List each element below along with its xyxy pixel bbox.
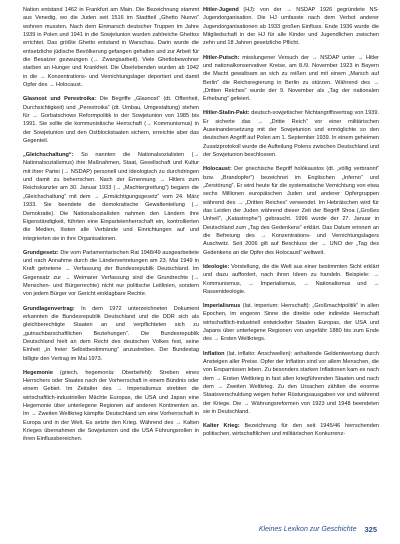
entry-text: (griech. hegemonía: Oberbefehl): Streben eines Herrschers oder Staates nach der Vorherrschaft in einem Bündnis oder einem Gebiet. Im Zeitalter des → Imperialismus strebten die wirtschaftlich-industriellen Mächte Europas, die USA und Japan eine Hegemonie über unterlegene Regionen auf anderen Kontinenten an. Im → Zweiten Weltkrieg kämpfte Deutschland um eine Vorherrschaft in Europa und in der Welt. Es setzte den Krieg. Während des → Kalten Krieges übernahmen die Sowjetunion und die USA Führungsrollen in ihren Einflussbereichen. xyxy=(23,369,200,443)
entry-hegemonie xyxy=(23,369,199,444)
footer-book-title: Kleines Lexikon zur Geschichte xyxy=(258,525,357,533)
entry-term: Hitler-Putsch: xyxy=(203,54,240,61)
entry-term: Ideologie: xyxy=(203,263,230,270)
entry-term: Kalter Krieg: xyxy=(203,423,240,430)
entry-hitler-stalin-pakt xyxy=(203,109,379,159)
entry-inflation xyxy=(203,350,379,417)
entry-text: misslungener Versuch der → NSDAP unter → Hitler und nationalkonservativer Kreise, am 8./9. November 1923 in Bayern die Macht gewaltsam an sich zu reißen und mit einem „Marsch auf Berlin“ die Reichsregierung in Berlin zu stürzen. Während des → „Dritten Reiches“ wurde der 9. November als „Tag der nationalen Erhebung“ gefeiert. xyxy=(203,54,380,103)
entry-text: (HJ): von der → NSDAP 1926 gegründete NS-Jugendorganisation. Die HJ umfasste nach dem Verbot anderer Jugendorganisationen ab 1933 großen Einfluss. Ende 1936 wurde die Mitgliedschaft in der HJ für alle Kinder und Jugendlichen zwischen zehn und 18 Jahren gesetzliche Pflicht. xyxy=(203,7,380,47)
entry-imperialismus xyxy=(203,302,379,344)
entry-term: Grundgesetz: xyxy=(23,249,59,256)
entry-grundlagenvertrag xyxy=(23,305,199,363)
entry-glasnost xyxy=(23,95,199,145)
entry-text: Nation entstand 1462 in Frankfurt am Main. Die Bezeichnung stammt aus Venedig, wo die Juden seit 1516 im Stadtteil „Ghetto Nuovo“ wohnen mussten. Nach dem Einmarsch deutscher Truppen im Jahre 1939 in Polen und 1941 in die Sowjetunion wurden zahlreiche Ghettos errichtet. Das größte Ghetto entstand in Warschau. Darin wurde die entsetzliche jüdische Bevölkerung gefangen gehalten und zur Arbeit für die Besatzer gezwungen (→ Zwangsarbeit). Viele Ghettobewohner starben an Hunger und Krankheit. Die Überlebenden wurden ab 1942 in die → Konzentrations- und Vernichtungslager deportiert und damit Opfer des → Holocaust. xyxy=(23,7,199,89)
entry-text: Der griechische Begriff holókaustos (dt. „völlig verbrannt“ bzw. „Brandopfer“) bezeichnet im Englischen „Inferno“ und „Zerstörung“. Er wird heute für die systematische Vernichtung von etwa sechs Millionen europäischen Juden und anderer Opfergruppen während des → „Dritten Reiches“ verwendet. Im Hebräischen wird für das Leiden der Juden während dieser Zeit der Begriff Shoa („Großes Unheil“, „Katastrophe“) gebraucht. 1996 wurde der 27. Januar in Deutschland zum „Tag des Gedenkens“ erklärt. Das Datum erinnert an die Befreiung des → Konzentrations- und Vernichtungslagers Auschwitz. Seit 2006 gilt auf Beschluss der → UNO der „Tag des Gedenkens an die Opfer des Holocaust“ weltweit. xyxy=(203,166,379,256)
entry-term: Hitler-Stalin-Pakt: xyxy=(203,110,250,117)
right-column xyxy=(203,6,379,445)
entry-text: (lat. inflatio: Anschwellen): anhaltende Geldentwertung durch Ansteigen aller Preise. Opfer der Inflation sind vor allem Menschen, die von Ersparnissen leben. Zu besonders starken Inflationen kam es nach dem → Ersten Weltkrieg in fast allen kriegführenden Staaten und nach dem → Zweiten Weltkrieg. Zu den Ursachen zählten die enorme Staatsverschuldung wegen hoher Rüstungsausgaben vor und während der Kriege. Die → Währungsreformen von 1923 und 1948 beendeten sie in Deutschland. xyxy=(203,350,379,415)
entry-holocaust xyxy=(203,165,379,257)
entry-grundgesetz xyxy=(23,249,199,299)
entry-ghetto-continued xyxy=(23,6,199,89)
entry-hitler-putsch xyxy=(203,54,379,104)
entry-term: Grundlagenvertrag: xyxy=(23,305,75,312)
entry-term: Hegemonie xyxy=(23,369,53,376)
entry-text: Die vom Parlamentarischen Rat 1948/49 ausgearbeitete und nach Annahme durch die Ländervertretungen am 23. Mai 1949 in Kraft getretene → Verfassung der Bundesrepublik Deutschland. Im Gegensatz zur → Weimarer Verfassung sind die Grundrechte (→ Menschen- und Bürgerrechte) nicht nur politische Leitlinien, sondern von jedem Bürger vor Gericht einklagbare Rechte. xyxy=(23,249,199,298)
entry-text: In dem 1972 unterzeichneten Dokument erkannten die Bundesrepublik Deutschland und die DDR sich als gleichberechtigte Staaten an und verpflichteten sich zu „gutnachbarschaftlichen Beziehungen“. Die Bundesrepublik Deutschland hielt an dem Recht des deutschen Volkes fest, seine Einheit „in freier Selbstbestimmung“ anzustreben. Der Bundestag billigte den Vertrag im Mai 1973. xyxy=(23,305,199,362)
entry-term: Hitler-Jugend xyxy=(203,7,239,13)
entry-term: Holocaust: xyxy=(203,166,232,173)
entry-text: Bezeichnung für den seit 1945/46 herrschenden politischen, wirtschaftlichen und militärischen Konkurrenz- xyxy=(203,423,379,438)
entry-hitler-jugend xyxy=(203,6,379,48)
entry-text: So nannten die Nationalsozialisten (→ Nationalsozialismus) ihre Maßnahmen, Staat, Gesellschaft und Kultur mit ihrer Partei (→ NSDAP) personell und ideologisch zu durchdringen und damit zu beherrschen. Nach der Ernennung → Hitlers zum Reichskanzler am 30. Januar 1933 (→ „Machtergreifung“) begann die „Gleichschaltung“ mit dem → „Ermächtigungsgesetz“ vom 24. März 1933. Sie beendete die demokratische Gewaltenteilung (→ Demokratie). Die Nationalsozialisten nahmen den Ländern ihre Eigenständigkeit, führten eine Einparteienherrschaft ein, kontrollierten die Medien, lösten alle Verbände und Einrichtungen auf und integrierten sie in ihre Organisationen. xyxy=(23,152,199,242)
page-footer xyxy=(23,522,377,536)
entry-term: „Gleichschaltung“: xyxy=(23,152,74,159)
page-number: 325 xyxy=(364,524,377,534)
entry-kalter-krieg xyxy=(203,422,379,439)
entry-ideologie xyxy=(203,263,379,296)
left-column xyxy=(23,6,199,450)
entry-text: Vorstellung, die die Welt aus einer bestimmten Sicht erklärt und dazu auffordert, nach ihren Ideen zu handeln. Beispiele: → Kommunismus, → Imperialismus, → Nationalismus und → Rassenideologie. xyxy=(203,263,379,295)
entry-text: (lat. imperium: Herrschaft): „Großmachtpolitik“ in allen Epochen, im engeren Sinne die direkte oder indirekte Herrschaft wirtschaftlich-industriell entwickelter Staaten Europas, der USA und Japans über unterlegene Regionen von ungefähr 1880 bis zum Ende des → Ersten Weltkriegs. xyxy=(203,302,379,343)
entry-term: Imperialismus xyxy=(203,302,241,309)
entry-text: Die Begriffe „Glasnost“ (dt. Offenheit, Durchsichtigkeit) und „Perestroika“ (dt. Umbau, Umgestaltung) stehen für → Gorbatschows Reformpolitik in der Sowjetunion von 1985 bis 1991. Sie sollte die kommunistische Herrschaft (→ Kommunismus) in der Sowjetunion und den Ostblockstaaten sichern, erreichte aber das Gegenteil. xyxy=(23,96,199,144)
entry-text: deutsch-sowjetischer Nichtangriffsvertrag von 1939. Er sicherte das → „Dritte Reich“ vor einer militärischen Auseinandersetzung mit der Sowjetunion und ermöglichte so den deutschen Angriff auf Polen am 1. September 1939. In einem geheimen Zusatzprotokoll wurde die Aufteilung Polens zwischen Deutschland und der Sowjetunion beschlossen. xyxy=(203,110,380,159)
entry-term: Glasnost und Perestroika: xyxy=(23,96,97,103)
entry-term: Inflation xyxy=(203,350,225,357)
entry-gleichschaltung xyxy=(23,151,199,243)
